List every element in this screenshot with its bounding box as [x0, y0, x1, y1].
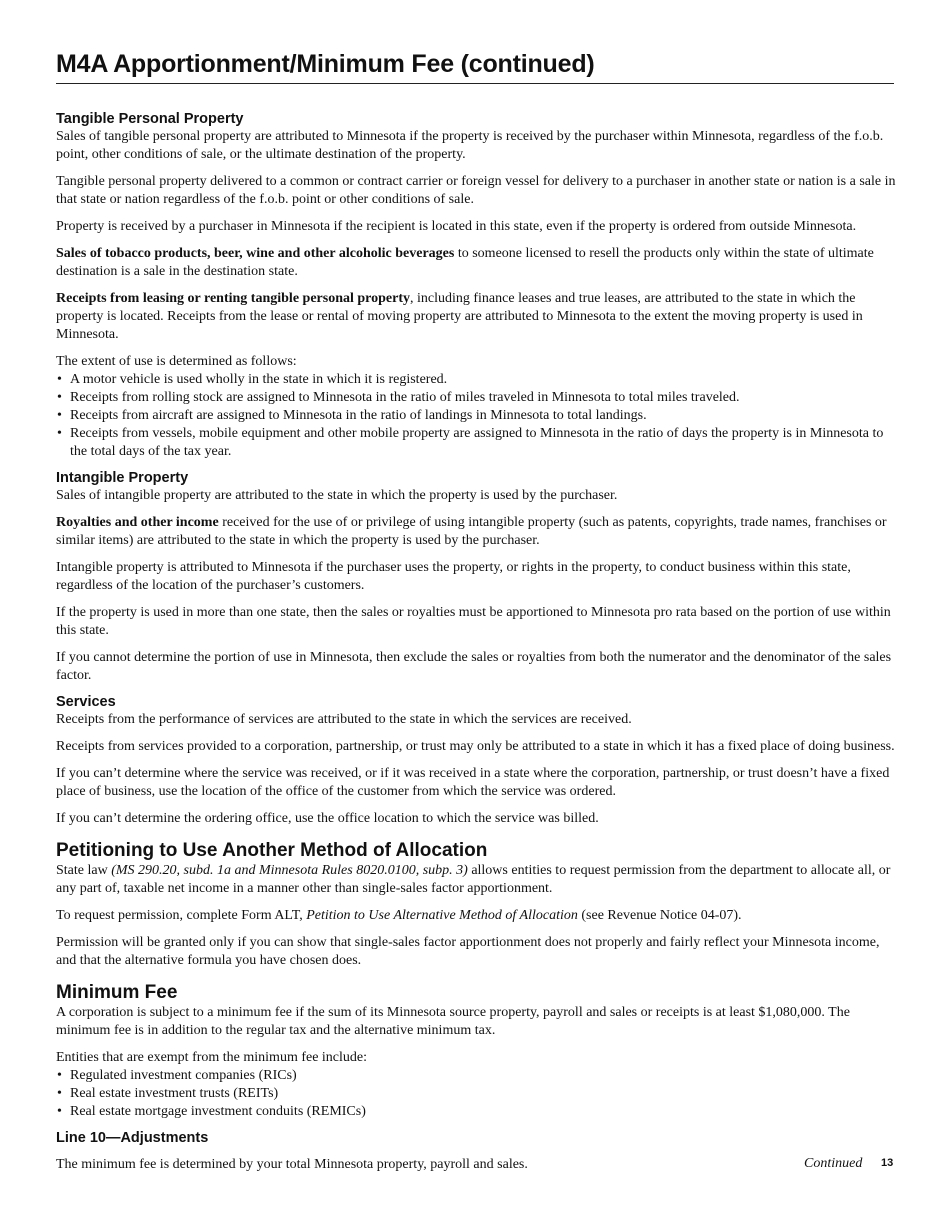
- paragraph-text: (see Revenue Notice 04-07).: [577, 908, 742, 923]
- exempt-list: [56, 1067, 902, 1121]
- paragraph: If you cannot determine the portion of use in Minnesota, then exclude the sales or royalties from both the numerator and the denominator of the sales factor.: [56, 650, 892, 683]
- bold-lead: Sales of tobacco products, beer, wine and other alcoholic beverages: [56, 246, 455, 261]
- heading-line-10: Line 10—Adjustments: [56, 1130, 209, 1146]
- section-tangible-personal-property: [56, 110, 902, 461]
- paragraph: The minimum fee is determined by your total Minnesota property, payroll and sales.: [56, 1157, 528, 1172]
- section-line-10: [56, 1129, 902, 1174]
- paragraph: Receipts from the performance of services are attributed to the state in which the services are received.: [56, 712, 632, 727]
- heading-services: Services: [56, 694, 116, 710]
- paragraph-text: To request permission, complete Form ALT,: [56, 908, 307, 923]
- bold-lead: Receipts from leasing or renting tangible personal property: [56, 291, 410, 306]
- continued-label: Continued: [804, 1156, 863, 1171]
- section-minimum-fee: [56, 982, 902, 1121]
- list-item: • Receipts from aircraft are assigned to Minnesota in the ratio of landings in Minnesota to total landings.: [56, 407, 902, 425]
- footer-row: [56, 1156, 902, 1174]
- paragraph: [56, 514, 902, 550]
- statute-citation: (MS 290.20, subd. 1a and Minnesota Rules 8020.0100, subp. 3): [111, 863, 468, 878]
- paragraph-text: allows entities to request permission from the department to allocate all, or any part of, taxable net income in a manner other than single-sales factor apportionment.: [56, 863, 891, 896]
- paragraph: Receipts from services provided to a corporation, partnership, or trust may only be attributed to a state in which it has a fixed place of doing business.: [56, 739, 895, 754]
- extent-list: [56, 371, 902, 461]
- list-item: • A motor vehicle is used wholly in the state in which it is registered.: [56, 371, 902, 389]
- exempt-lead: Entities that are exempt from the minimum fee include:: [56, 1050, 368, 1065]
- list-item: • Real estate investment trusts (REITs): [56, 1085, 902, 1103]
- heading-intangible-property: Intangible Property: [56, 470, 189, 486]
- extent-lead: The extent of use is determined as follows:: [56, 354, 297, 369]
- bold-lead: Royalties and other income: [56, 515, 219, 530]
- list-item: • Real estate mortgage investment conduits (REMICs): [56, 1103, 902, 1121]
- paragraph-text: received for the use of or privilege of using intangible property (such as patents, copyrights, trade names, franchises or similar items) are attributed to the state in which the property is used by the purchaser.: [56, 515, 887, 548]
- page: [56, 0, 902, 1174]
- form-title: Petition to Use Alternative Method of Allocation: [306, 908, 578, 923]
- paragraph: Intangible property is attributed to Minnesota if the purchaser uses the property, or rights in the property, to conduct business within this state, regardless of the location of the purchaser’s customers.: [56, 560, 851, 593]
- page-title: M4A Apportionment/Minimum Fee (continued): [56, 0, 894, 84]
- paragraph-text: State law: [56, 863, 112, 878]
- page-number: 13: [881, 1157, 894, 1169]
- heading-tangible-personal-property: Tangible Personal Property: [56, 111, 244, 127]
- paragraph: Sales of tangible personal property are attributed to Minnesota if the property is received by the purchaser within Minnesota, regardless of the f.o.b. point, other conditions of sale, or the ultimate destination of the property.: [56, 129, 884, 162]
- paragraph-text: to someone licensed to resell the products only within the state of ultimate destination is a sale in the destination state.: [56, 246, 874, 279]
- paragraph: [56, 907, 902, 925]
- paragraph: [56, 245, 902, 281]
- heading-minimum-fee: Minimum Fee: [56, 982, 178, 1003]
- paragraph: [56, 290, 902, 344]
- list-item: • Receipts from rolling stock are assigned to Minnesota in the ratio of miles traveled in Minnesota to total miles traveled.: [56, 389, 902, 407]
- section-intangible-property: [56, 469, 902, 685]
- heading-petitioning: Petitioning to Use Another Method of Allocation: [56, 840, 488, 861]
- paragraph: Permission will be granted only if you can show that single-sales factor apportionment does not properly and fairly reflect your Minnesota income, and that the alternative formula you have chosen does.: [56, 935, 880, 968]
- paragraph: Sales of intangible property are attributed to the state in which the property is used by the purchaser.: [56, 488, 618, 503]
- paragraph: If you can’t determine where the service was received, or if it was received in a state where the corporation, partnership, or trust doesn’t have a fixed place of business, use the location of the office of the customer from which the service was ordered.: [56, 766, 890, 799]
- paragraph: Tangible personal property delivered to a common or contract carrier or foreign vessel for delivery to a purchaser in another state or nation is a sale in that state or nation regardless of the f.o.b. point or other conditions of sale.: [56, 174, 896, 207]
- section-services: [56, 693, 902, 828]
- list-item: • Receipts from vessels, mobile equipment and other mobile property are assigned to Minnesota in the ratio of days the property is in Minnesota to the total days of the tax year.: [56, 425, 902, 461]
- paragraph: Property is received by a purchaser in Minnesota if the recipient is located in this state, even if the property is ordered from outside Minnesota.: [56, 219, 857, 234]
- paragraph: If the property is used in more than one state, then the sales or royalties must be apportioned to Minnesota pro rata based on the portion of use within this state.: [56, 605, 891, 638]
- paragraph-text: , including finance leases and true leases, are attributed to the state in which the property is located. Receipts from the lease or rental of moving property are attributed to Minnesota to the extent the moving property is used in Minnesota.: [56, 291, 863, 342]
- paragraph: If you can’t determine the ordering office, use the office location to which the service was billed.: [56, 811, 599, 826]
- paragraph: [56, 862, 902, 898]
- paragraph: A corporation is subject to a minimum fee if the sum of its Minnesota source property, payroll and sales or receipts is at least $1,080,000. The minimum fee is in addition to the regular tax and the alternative minimum tax.: [56, 1005, 850, 1038]
- section-petitioning: [56, 840, 902, 970]
- list-item: • Regulated investment companies (RICs): [56, 1067, 902, 1085]
